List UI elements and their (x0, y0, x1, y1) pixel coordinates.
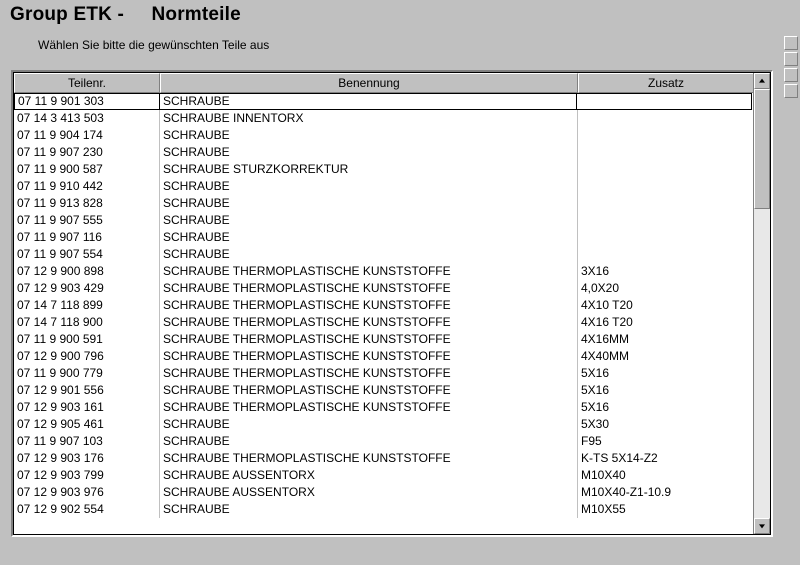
cell-zusatz: K-TS 5X14-Z2 (578, 450, 754, 467)
table-row[interactable] (14, 399, 754, 416)
cell-benennung: SCHRAUBE INNENTORX (160, 110, 578, 127)
cell-teilenr: 07 12 9 905 461 (14, 416, 160, 433)
scroll-up-button[interactable] (754, 73, 770, 89)
cell-zusatz: 4X16MM (578, 331, 754, 348)
right-toolbar-button-1[interactable] (784, 36, 798, 50)
cell-zusatz: M10X40-Z1-10.9 (578, 484, 754, 501)
cell-teilenr: 07 11 9 907 555 (14, 212, 160, 229)
column-header-zusatz[interactable]: Zusatz (578, 73, 754, 93)
cell-teilenr: 07 12 9 903 976 (14, 484, 160, 501)
table-row[interactable] (14, 229, 754, 246)
table-row[interactable] (14, 297, 754, 314)
cell-benennung: SCHRAUBE (160, 433, 578, 450)
cell-teilenr: 07 12 9 903 799 (14, 467, 160, 484)
cell-zusatz: 5X30 (578, 416, 754, 433)
cell-zusatz (578, 127, 754, 144)
cell-benennung: SCHRAUBE (160, 416, 578, 433)
cell-benennung: SCHRAUBE STURZKORREKTUR (160, 161, 578, 178)
cell-benennung: SCHRAUBE (160, 246, 578, 263)
cell-teilenr: 07 11 9 907 116 (14, 229, 160, 246)
table-row[interactable] (14, 161, 754, 178)
cell-teilenr: 07 12 9 903 161 (14, 399, 160, 416)
cell-teilenr: 07 11 9 907 554 (14, 246, 160, 263)
cell-benennung: SCHRAUBE AUSSENTORX (160, 467, 578, 484)
cell-benennung: SCHRAUBE (160, 178, 578, 195)
cell-teilenr: 07 12 9 900 796 (14, 348, 160, 365)
table-row[interactable] (14, 501, 754, 518)
table-row[interactable] (14, 484, 754, 501)
cell-benennung: SCHRAUBE (160, 212, 578, 229)
cell-zusatz: 4,0X20 (578, 280, 754, 297)
cell-teilenr: 07 11 9 904 174 (14, 127, 160, 144)
table-row[interactable] (14, 331, 754, 348)
right-toolbar (784, 36, 800, 106)
cell-benennung: SCHRAUBE THERMOPLASTISCHE KUNSTSTOFFE (160, 263, 578, 280)
cell-zusatz: M10X40 (578, 467, 754, 484)
chevron-down-icon (759, 524, 765, 528)
table-row[interactable] (14, 450, 754, 467)
table-body (14, 93, 754, 534)
parts-table-panel (11, 70, 773, 537)
cell-benennung: SCHRAUBE (160, 195, 578, 212)
table-header-row (14, 73, 770, 93)
cell-teilenr: 07 11 9 900 587 (14, 161, 160, 178)
cell-zusatz (578, 161, 754, 178)
vertical-scrollbar[interactable] (753, 73, 770, 534)
cell-teilenr: 07 14 7 118 899 (14, 297, 160, 314)
table-row[interactable] (14, 365, 754, 382)
cell-benennung: SCHRAUBE (160, 229, 578, 246)
cell-benennung: SCHRAUBE THERMOPLASTISCHE KUNSTSTOFFE (160, 297, 578, 314)
table-row[interactable] (14, 144, 754, 161)
cell-zusatz (578, 212, 754, 229)
cell-zusatz (578, 110, 754, 127)
scrollbar-thumb[interactable] (754, 89, 770, 209)
cell-benennung: SCHRAUBE AUSSENTORX (160, 484, 578, 501)
table-row[interactable] (14, 178, 754, 195)
table-row[interactable] (14, 467, 754, 484)
cell-teilenr: 07 12 9 902 554 (14, 501, 160, 518)
cell-benennung: SCHRAUBE THERMOPLASTISCHE KUNSTSTOFFE (160, 331, 578, 348)
cell-zusatz (578, 246, 754, 263)
cell-zusatz (576, 93, 752, 110)
right-toolbar-button-3[interactable] (784, 68, 798, 82)
table-row[interactable] (14, 110, 754, 127)
table-row[interactable] (14, 212, 754, 229)
cell-benennung: SCHRAUBE (159, 93, 577, 110)
cell-zusatz: 5X16 (578, 399, 754, 416)
right-toolbar-button-2[interactable] (784, 52, 798, 66)
cell-teilenr: 07 12 9 900 898 (14, 263, 160, 280)
cell-zusatz: 5X16 (578, 382, 754, 399)
scroll-down-button[interactable] (754, 518, 770, 534)
cell-teilenr: 07 12 9 903 176 (14, 450, 160, 467)
table-row[interactable] (14, 433, 754, 450)
cell-benennung: SCHRAUBE THERMOPLASTISCHE KUNSTSTOFFE (160, 348, 578, 365)
cell-teilenr: 07 14 3 413 503 (14, 110, 160, 127)
cell-benennung: SCHRAUBE THERMOPLASTISCHE KUNSTSTOFFE (160, 382, 578, 399)
table-row[interactable] (14, 93, 754, 110)
cell-teilenr: 07 12 9 901 556 (14, 382, 160, 399)
cell-benennung: SCHRAUBE THERMOPLASTISCHE KUNSTSTOFFE (160, 450, 578, 467)
cell-zusatz (578, 229, 754, 246)
cell-benennung: SCHRAUBE THERMOPLASTISCHE KUNSTSTOFFE (160, 280, 578, 297)
cell-teilenr: 07 12 9 903 429 (14, 280, 160, 297)
cell-zusatz (578, 195, 754, 212)
scrollbar-track[interactable] (754, 209, 770, 518)
cell-zusatz: F95 (578, 433, 754, 450)
column-header-teilenr[interactable]: Teilenr. (14, 73, 160, 93)
parts-table (13, 72, 771, 535)
cell-benennung: SCHRAUBE THERMOPLASTISCHE KUNSTSTOFFE (160, 314, 578, 331)
cell-zusatz: 4X40MM (578, 348, 754, 365)
chevron-up-icon (759, 79, 765, 83)
cell-teilenr: 07 11 9 901 303 (14, 93, 160, 110)
cell-teilenr: 07 11 9 900 591 (14, 331, 160, 348)
cell-zusatz (578, 144, 754, 161)
cell-benennung: SCHRAUBE (160, 127, 578, 144)
cell-teilenr: 07 11 9 900 779 (14, 365, 160, 382)
cell-teilenr: 07 11 9 910 442 (14, 178, 160, 195)
cell-benennung: SCHRAUBE (160, 501, 578, 518)
cell-benennung: SCHRAUBE THERMOPLASTISCHE KUNSTSTOFFE (160, 365, 578, 382)
column-header-benennung[interactable]: Benennung (160, 73, 578, 93)
table-row[interactable] (14, 382, 754, 399)
table-row[interactable] (14, 195, 754, 212)
table-row[interactable] (14, 246, 754, 263)
cell-benennung: SCHRAUBE (160, 144, 578, 161)
cell-teilenr: 07 11 9 913 828 (14, 195, 160, 212)
table-row[interactable] (14, 127, 754, 144)
right-toolbar-button-4[interactable] (784, 84, 798, 98)
table-row[interactable] (14, 314, 754, 331)
table-row[interactable] (14, 348, 754, 365)
cell-teilenr: 07 11 9 907 230 (14, 144, 160, 161)
cell-zusatz: 5X16 (578, 365, 754, 382)
table-row[interactable] (14, 416, 754, 433)
page-subtitle: Wählen Sie bitte die gewünschten Teile aus (38, 38, 270, 52)
cell-zusatz: 3X16 (578, 263, 754, 280)
cell-zusatz (578, 178, 754, 195)
table-row[interactable] (14, 263, 754, 280)
cell-teilenr: 07 14 7 118 900 (14, 314, 160, 331)
cell-benennung: SCHRAUBE THERMOPLASTISCHE KUNSTSTOFFE (160, 399, 578, 416)
cell-teilenr: 07 11 9 907 103 (14, 433, 160, 450)
cell-zusatz: 4X10 T20 (578, 297, 754, 314)
page-title: Group ETK - Normteile (10, 4, 241, 25)
cell-zusatz: 4X16 T20 (578, 314, 754, 331)
table-row[interactable] (14, 280, 754, 297)
cell-zusatz: M10X55 (578, 501, 754, 518)
